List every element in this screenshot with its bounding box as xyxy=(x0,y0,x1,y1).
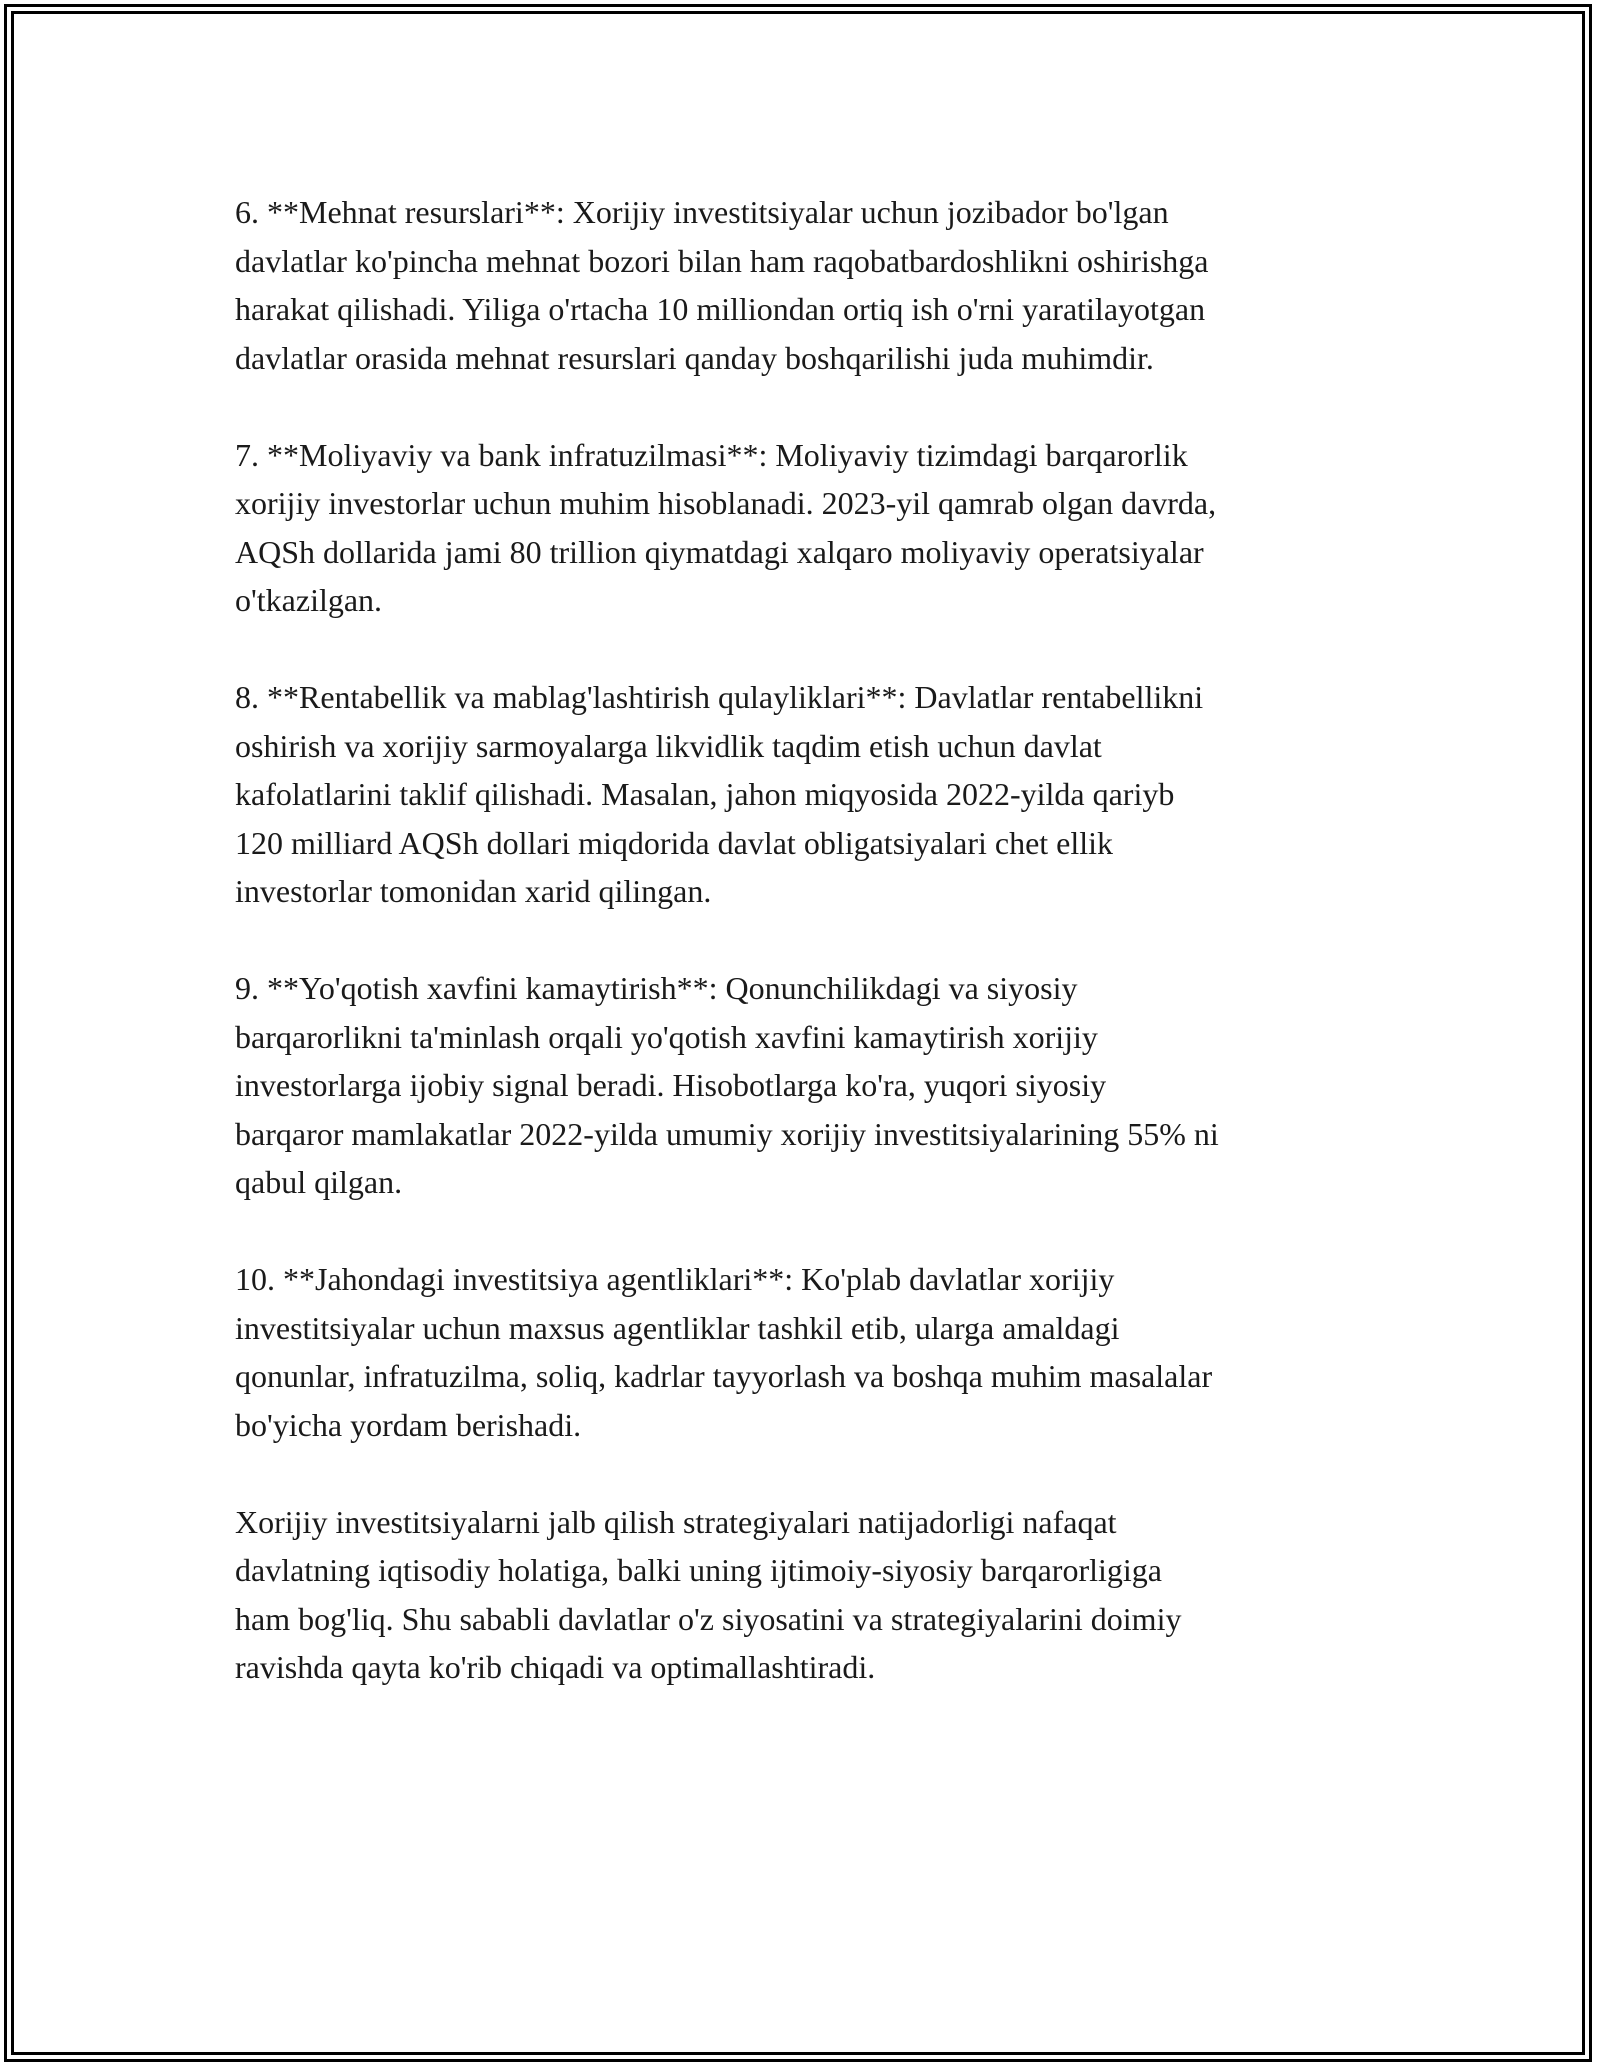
text-line: davlatlar ko'pincha mehnat bozori bilan ham raqobatbardoshlikni oshirishga xyxy=(235,242,1209,279)
text-line: investorlar tomonidan xarid qilingan. xyxy=(235,873,712,909)
text-line: qabul qilgan. xyxy=(235,1164,403,1200)
text-line: ravishda qayta ko'rib chiqadi va optimallashtiradi. xyxy=(235,1649,876,1685)
text-line: 10. **Jahondagi investitsiya agentliklari**: Ko'plab davlatlar xorijiy xyxy=(235,1261,1115,1297)
paragraph-conclusion xyxy=(235,1498,1385,1692)
text-line: harakat qilishadi. Yiliga o'rtacha 10 milliondan ortiq ish o'rni yaratilayotgan xyxy=(235,291,1206,327)
text-line: xorijiy investorlar uchun muhim hisoblanadi. 2023-yil qamrab olgan davrda, xyxy=(235,485,1217,521)
text-line: bo'yicha yordam berishadi. xyxy=(235,1406,582,1443)
text-line: oshirish va xorijiy sarmoyalarga likvidlik taqdim etish uchun davlat xyxy=(235,727,1102,764)
text-line: investorlarga ijobiy signal beradi. Hisobotlarga ko'ra, yuqori siyosiy xyxy=(235,1067,1107,1103)
paragraph-item-7 xyxy=(235,431,1385,625)
paragraph-item-6 xyxy=(235,188,1385,382)
text-line: 120 milliard AQSh dollari miqdorida davlat obligatsiyalari chet ellik xyxy=(235,824,1114,861)
text-line: 8. **Rentabellik va mablag'lashtirish qulayliklari**: Davlatlar rentabellikni xyxy=(235,679,1204,715)
paragraph-item-8 xyxy=(235,673,1385,916)
text-line: 6. **Mehnat resurslari**: Xorijiy investitsiyalar uchun jozibador bo'lgan xyxy=(235,194,1169,230)
text-line: Xorijiy investitsiyalarni jalb qilish strategiyalari natijadorligi nafaqat xyxy=(235,1503,1117,1540)
text-line: barqarorlikni ta'minlash orqali yo'qotish xavfini kamaytirish xorijiy xyxy=(235,1018,1098,1055)
document-body xyxy=(235,188,1385,1740)
text-line: barqaror mamlakatlar 2022-yilda umumiy xorijiy investitsiyalarining 55% ni xyxy=(235,1115,1219,1152)
paragraph-item-10 xyxy=(235,1255,1385,1449)
text-line: kafolatlarini taklif qilishadi. Masalan, jahon miqyosida 2022-yilda qariyb xyxy=(235,776,1175,812)
text-line: 7. **Moliyaviy va bank infratuzilmasi**: Moliyaviy tizimdagi barqarorlik xyxy=(235,436,1188,473)
text-line: davlatning iqtisodiy holatiga, balki uning ijtimoiy-siyosiy barqarorligiga xyxy=(235,1552,1162,1588)
text-line: davlatlar orasida mehnat resurslari qanday boshqarilishi juda muhimdir. xyxy=(235,339,1154,376)
text-line: o'tkazilgan. xyxy=(235,582,383,618)
text-line: ham bog'liq. Shu sababli davlatlar o'z siyosatini va strategiyalarini doimiy xyxy=(235,1600,1182,1637)
text-line: AQSh dollarida jami 80 trillion qiymatdagi xalqaro moliyaviy operatsiyalar xyxy=(235,533,1204,570)
text-line: investitsiyalar uchun maxsus agentliklar tashkil etib, ularga amaldagi xyxy=(235,1309,1120,1346)
paragraph-item-9 xyxy=(235,964,1385,1207)
text-line: qonunlar, infratuzilma, soliq, kadrlar tayyorlash va boshqa muhim masalalar xyxy=(235,1358,1213,1394)
text-line: 9. **Yo'qotish xavfini kamaytirish**: Qonunchilikdagi va siyosiy xyxy=(235,970,1078,1006)
